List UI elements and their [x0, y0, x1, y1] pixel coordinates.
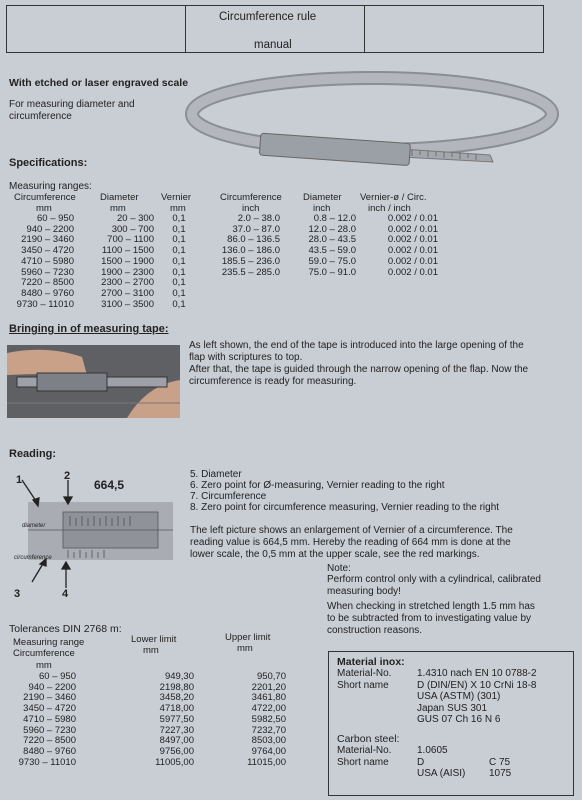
spec-col-dia-inch-unit: inch — [313, 203, 331, 214]
reading-heading: Reading: — [9, 448, 57, 460]
tolerance-row — [10, 758, 286, 769]
spec-cell: 0,1 — [172, 277, 186, 289]
spec-col-circ-inch-unit: inch — [242, 203, 260, 214]
material-carbon-label: Carbon steel: — [337, 733, 400, 745]
spec-cell: 0.002 / 0.01 — [387, 234, 438, 246]
title-box — [6, 5, 544, 53]
spec-cell: 5960 – 7230 — [21, 266, 74, 278]
note-label: Note: — [327, 563, 351, 574]
spec-col-dia-inch: Diameter — [303, 192, 342, 203]
tolerance-cell: 3461,80 — [251, 692, 286, 704]
legend-item-7: 7. Circumference — [190, 491, 267, 502]
spec-cell: 0,1 — [172, 234, 186, 246]
scale-label-circumference: circumference — [14, 555, 52, 561]
spec-cell: 60 – 950 — [37, 213, 74, 224]
tolerance-cell: 2198,80 — [159, 681, 194, 693]
tolerance-cell: 3450 – 4720 — [23, 703, 76, 715]
legend-item-6: 6. Zero point for Ø-measuring, Vernier reading to the right — [190, 480, 445, 491]
tolerances-table — [10, 672, 286, 768]
tolerance-cell: 7232,70 — [251, 724, 286, 736]
spec-cell: 0.002 / 0.01 — [387, 245, 438, 257]
spec-cell: 2190 – 3460 — [21, 234, 74, 246]
note-line-5: construction reasons. — [327, 625, 423, 636]
material-cell: C 75 — [489, 756, 511, 768]
material-cell: USA (AISI) — [417, 768, 466, 779]
note-line-1: Perform control only with a cylindrical, calibrated — [327, 574, 541, 585]
marker-2: 2 — [64, 470, 71, 482]
tol-col-upper-unit: mm — [237, 643, 253, 654]
spec-cell: 2.0 – 38.0 — [237, 213, 280, 224]
tolerances-heading: Tolerances DIN 2768 m: — [9, 623, 122, 635]
spec-cell: 3100 – 3500 — [101, 298, 154, 310]
material-cell: 1.4310 nach EN 10 0788-2 — [417, 668, 537, 679]
spec-mm-row — [8, 300, 204, 311]
tolerance-cell: 60 – 950 — [39, 671, 76, 682]
material-cell: 1075 — [489, 768, 512, 779]
tolerance-cell: 8480 – 9760 — [23, 745, 76, 757]
note-line-3: When checking in stretched length 1.5 mm has — [327, 601, 535, 612]
reading-explain-1: The left picture shows an enlargement of Vernier of a circumference. The — [190, 525, 513, 536]
intro-heading: With etched or laser engraved scale — [9, 77, 189, 89]
tolerance-cell: 5960 – 7230 — [23, 724, 76, 736]
spec-cell: 0,1 — [172, 213, 186, 224]
tolerance-cell: 11005,00 — [155, 756, 194, 768]
tolerance-cell: 2201,20 — [251, 681, 286, 693]
tolerance-row — [10, 715, 286, 726]
tolerance-cell: 940 – 2200 — [28, 681, 76, 693]
material-cell: 1.0605 — [417, 745, 448, 756]
material-carbon-row — [337, 757, 549, 769]
tolerance-cell: 4722,00 — [251, 703, 286, 715]
tolerance-cell: 950,70 — [256, 671, 286, 682]
spec-cell: 0,1 — [172, 223, 186, 235]
material-cell: D (DIN/EN) X 10 CrNi 18-8 — [417, 679, 537, 691]
spec-cell: 0,1 — [172, 298, 186, 310]
tolerance-cell: 5977,50 — [159, 713, 194, 725]
material-cell: Japan SUS 301 — [417, 702, 488, 714]
spec-inch-row — [218, 257, 438, 268]
tolerance-cell: 3458,20 — [159, 692, 194, 704]
tape-insertion-photo — [7, 345, 180, 418]
spec-cell: 1100 – 1500 — [101, 245, 154, 257]
material-cell: Short name — [337, 679, 389, 691]
spec-cell: 0.002 / 0.01 — [387, 255, 438, 267]
tape-ruler-image — [180, 62, 580, 174]
spec-col-vernier-mm-unit: mm — [170, 203, 186, 214]
spec-col-dia-mm-unit: mm — [110, 203, 126, 214]
material-inox-row — [337, 714, 567, 726]
tol-col-upper: Upper limit — [225, 632, 271, 643]
note-line-2: measuring body! — [327, 586, 401, 597]
bringing-line-1: As left shown, the end of the tape is introduced into the large opening of the — [189, 340, 524, 351]
tol-col-range: Measuring range — [13, 637, 85, 648]
spec-cell: 86.0 – 136.5 — [227, 234, 280, 246]
material-cell: GUS 07 Ch 16 N 6 — [417, 714, 501, 725]
reading-explain-2: reading value is 664,5 mm. Hereby the reading of 664 mm is done at the — [190, 537, 511, 548]
tolerance-cell: 2190 – 3460 — [23, 692, 76, 704]
spec-cell: 1900 – 2300 — [101, 266, 154, 278]
spec-col-dia-mm: Diameter — [100, 192, 139, 203]
material-cell — [337, 703, 417, 715]
spec-col-circ-inch: Circumference — [220, 192, 282, 203]
spec-cell: 0,1 — [172, 255, 186, 267]
spec-mm-row — [8, 257, 204, 268]
tolerance-cell: 949,30 — [164, 671, 194, 682]
reading-value: 664,5 — [94, 478, 125, 492]
spec-col-circ-mm: Circumference — [14, 192, 76, 203]
spec-cell: 9730 – 11010 — [16, 298, 74, 310]
spec-cell: 2700 – 3100 — [101, 287, 154, 299]
legend-item-8: 8. Zero point for circumference measuring, Vernier reading to the right — [190, 502, 500, 513]
material-cell: Material-No. — [337, 668, 392, 679]
document-title: Circumference rule — [219, 11, 317, 23]
marker-4: 4 — [62, 588, 69, 600]
tolerance-cell: 9730 – 11010 — [18, 756, 76, 768]
material-carbon-row — [337, 745, 549, 757]
spec-cell: 2300 – 2700 — [101, 277, 154, 289]
material-cell — [337, 768, 417, 780]
spec-cell: 3450 – 4720 — [21, 245, 74, 257]
spec-cell: 0,1 — [172, 245, 186, 257]
tolerance-cell: 4718,00 — [159, 703, 194, 715]
spec-cell: 4710 – 5980 — [21, 255, 74, 267]
spec-cell: 0.002 / 0.01 — [387, 223, 438, 235]
spec-cell: 235.5 – 285.0 — [221, 266, 280, 278]
spec-col-vernier-inch: Vernier-ø / Circ. — [360, 192, 427, 203]
spec-cell: 43.5 – 59.0 — [308, 245, 356, 257]
material-cell: Material-No. — [337, 745, 392, 756]
spec-mm-table — [8, 214, 204, 310]
intro-desc-line2: circumference — [9, 111, 72, 122]
tol-col-range-unit: mm — [36, 660, 52, 671]
spec-cell: 8480 – 9760 — [21, 287, 74, 299]
spec-cell: 136.0 – 186.0 — [221, 245, 280, 257]
material-carbon-table — [337, 745, 549, 780]
spec-col-vernier-inch-unit: inch / inch — [368, 203, 411, 214]
spec-col-vernier-mm: Vernier — [161, 192, 192, 203]
spec-cell: 37.0 – 87.0 — [232, 223, 280, 235]
tolerance-cell: 4710 – 5980 — [23, 713, 76, 725]
bringing-line-2: flap with scriptures to top. — [189, 352, 303, 363]
document-subtitle: manual — [254, 39, 292, 51]
spec-cell: 1500 – 1900 — [101, 255, 154, 267]
legend-item-5: 5. Diameter — [190, 469, 242, 480]
spec-inch-table — [218, 214, 438, 278]
intro-desc-line1: For measuring diameter and — [9, 99, 135, 110]
note-line-4: to be subtracted from to investigating value by — [327, 613, 532, 624]
tolerance-cell: 7227,30 — [159, 724, 194, 736]
spec-cell: 59.0 – 75.0 — [308, 255, 356, 267]
tolerance-cell: 9764,00 — [251, 745, 286, 757]
material-cell — [337, 714, 417, 726]
material-carbon-row — [337, 768, 549, 780]
tolerance-cell: 5982,50 — [251, 713, 286, 725]
tol-col-lower-unit: mm — [143, 645, 159, 656]
spec-cell: 185.5 – 236.0 — [221, 255, 280, 267]
tolerance-cell: 11015,00 — [247, 756, 286, 768]
material-inox-table — [337, 668, 567, 726]
material-cell: Short name — [337, 756, 389, 768]
material-cell: D — [417, 756, 425, 768]
reading-explain-3: lower scale, the 0,5 mm at the upper scale, see the red markings. — [190, 549, 480, 560]
spec-cell: 20 – 300 — [117, 213, 154, 224]
bringing-line-4: circumference is ready for measuring. — [189, 376, 357, 387]
spec-cell: 0,1 — [172, 287, 186, 299]
material-inox-label: Material inox: — [337, 656, 405, 668]
spec-cell: 12.0 – 28.0 — [308, 223, 356, 235]
spec-cell: 75.0 – 91.0 — [308, 266, 356, 278]
material-inox-row — [337, 703, 567, 715]
tolerance-cell: 8497,00 — [159, 735, 194, 747]
material-cell — [489, 745, 549, 757]
spec-inch-row — [218, 268, 438, 279]
spec-cell: 0.8 – 12.0 — [313, 213, 356, 224]
material-cell: USA (ASTM) (301) — [417, 691, 501, 702]
specifications-heading: Specifications: — [9, 157, 88, 169]
scale-label-diameter: diameter — [22, 523, 46, 529]
spec-cell: 0.002 / 0.01 — [387, 266, 438, 278]
spec-cell: 0.002 / 0.01 — [387, 213, 438, 224]
spec-cell: 7220 – 8500 — [21, 277, 74, 289]
spec-cell: 28.0 – 43.5 — [308, 234, 356, 246]
bringing-line-3: After that, the tape is guided through the narrow opening of the flap. Now the — [189, 364, 529, 375]
spec-cell: 300 – 700 — [111, 223, 154, 235]
spec-col-circ-mm-unit: mm — [36, 203, 52, 214]
measuring-ranges-label: Measuring ranges: — [9, 181, 92, 192]
material-inox-row — [337, 680, 567, 692]
material-inox-row — [337, 691, 567, 703]
material-inox-row — [337, 668, 567, 680]
marker-3: 3 — [14, 588, 21, 600]
material-box — [328, 651, 574, 796]
tolerance-cell: 8503,00 — [251, 735, 286, 747]
tol-col-lower: Lower limit — [131, 634, 177, 645]
tolerance-cell: 9756,00 — [159, 745, 194, 757]
tolerance-cell: 7220 – 8500 — [23, 735, 76, 747]
marker-1: 1 — [16, 474, 23, 486]
tol-col-range2: Circumference — [13, 648, 75, 659]
bringing-heading: Bringing in of measuring tape: — [9, 323, 169, 335]
spec-cell: 700 – 1100 — [107, 234, 154, 246]
material-cell — [337, 691, 417, 703]
spec-cell: 0,1 — [172, 266, 186, 278]
spec-cell: 940 – 2200 — [26, 223, 74, 235]
